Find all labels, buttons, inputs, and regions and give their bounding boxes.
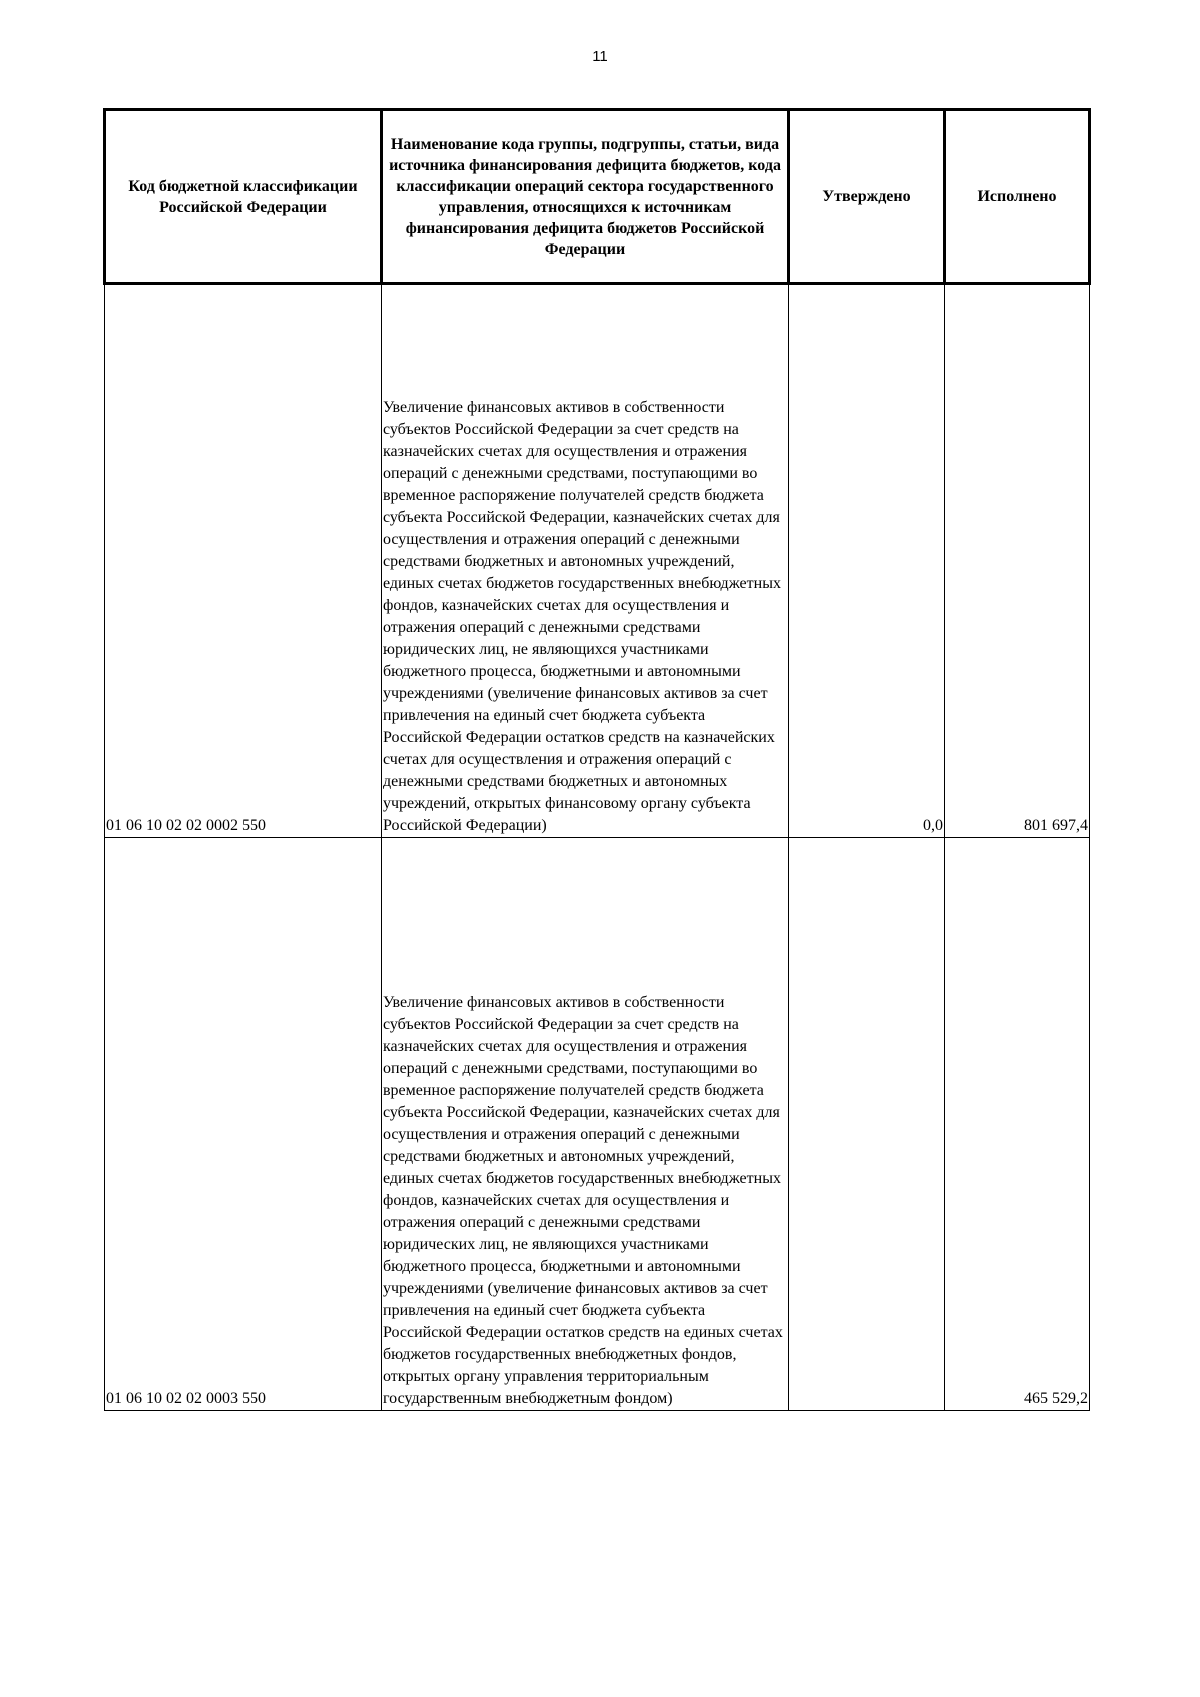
row-executed: 801 697,4 — [945, 284, 1090, 838]
row-name: Увеличение финансовых активов в собственности субъектов Российской Федерации за счет средств на казначейских счетах для осуществления и отражения операций с денежными средствами, поступающими во временное распоряжение получателей средств бюджета субъекта Российской Федерации, казначейских счетах для осуществления и отражения операций с денежными средствами бюджетных и автономных учреждений, единых счетах бюджетов государственных внебюджетных фондов, казначейских счетах для осуществления и отражения операций с денежными средствами юридических лиц, не являющихся участниками бюджетного процесса, бюджетными и автономными учреждениями (увеличение финансовых активов за счет привлечения на единый счет бюджета субъекта Российской Федерации остатков средств на единых счетах бюджетов государственных внебюджетных фондов, открытых органу управления территориальным государственным внебюджетным фондом) — [382, 838, 789, 1411]
table-row — [105, 838, 1090, 1411]
budget-sources-table — [103, 108, 1091, 1411]
page-number: 11 — [592, 48, 608, 65]
row-code: 01 06 10 02 02 0002 550 — [105, 284, 382, 838]
row-executed: 465 529,2 — [945, 838, 1090, 1411]
header-approved: Утверждено — [789, 110, 945, 284]
header-executed: Исполнено — [945, 110, 1090, 284]
header-budget-code: Код бюджетной классификации Российской Федерации — [105, 110, 382, 284]
row-approved — [789, 838, 945, 1411]
row-code: 01 06 10 02 02 0003 550 — [105, 838, 382, 1411]
header-code-name: Наименование кода группы, подгруппы, статьи, вида источника финансирования дефицита бюджетов, кода классификации операций сектора государственного управления, относящихся к источникам финансирования дефицита бюджетов Российской Федерации — [382, 110, 789, 284]
table-row — [105, 284, 1090, 838]
row-approved: 0,0 — [789, 284, 945, 838]
row-name: Увеличение финансовых активов в собственности субъектов Российской Федерации за счет средств на казначейских счетах для осуществления и отражения операций с денежными средствами, поступающими во временное распоряжение получателей средств бюджета субъекта Российской Федерации, казначейских счетах для осуществления и отражения операций с денежными средствами бюджетных и автономных учреждений, единых счетах бюджетов государственных внебюджетных фондов, казначейских счетах для осуществления и отражения операций с денежными средствами юридических лиц, не являющихся участниками бюджетного процесса, бюджетными и автономными учреждениями (увеличение финансовых активов за счет привлечения на единый счет бюджета субъекта Российской Федерации остатков средств на казначейских счетах для осуществления и отражения операций с денежными средствами бюджетных и автономных учреждений, открытых финансовому органу субъекта Российской Федерации) — [382, 284, 789, 838]
table-header-row — [105, 110, 1090, 284]
